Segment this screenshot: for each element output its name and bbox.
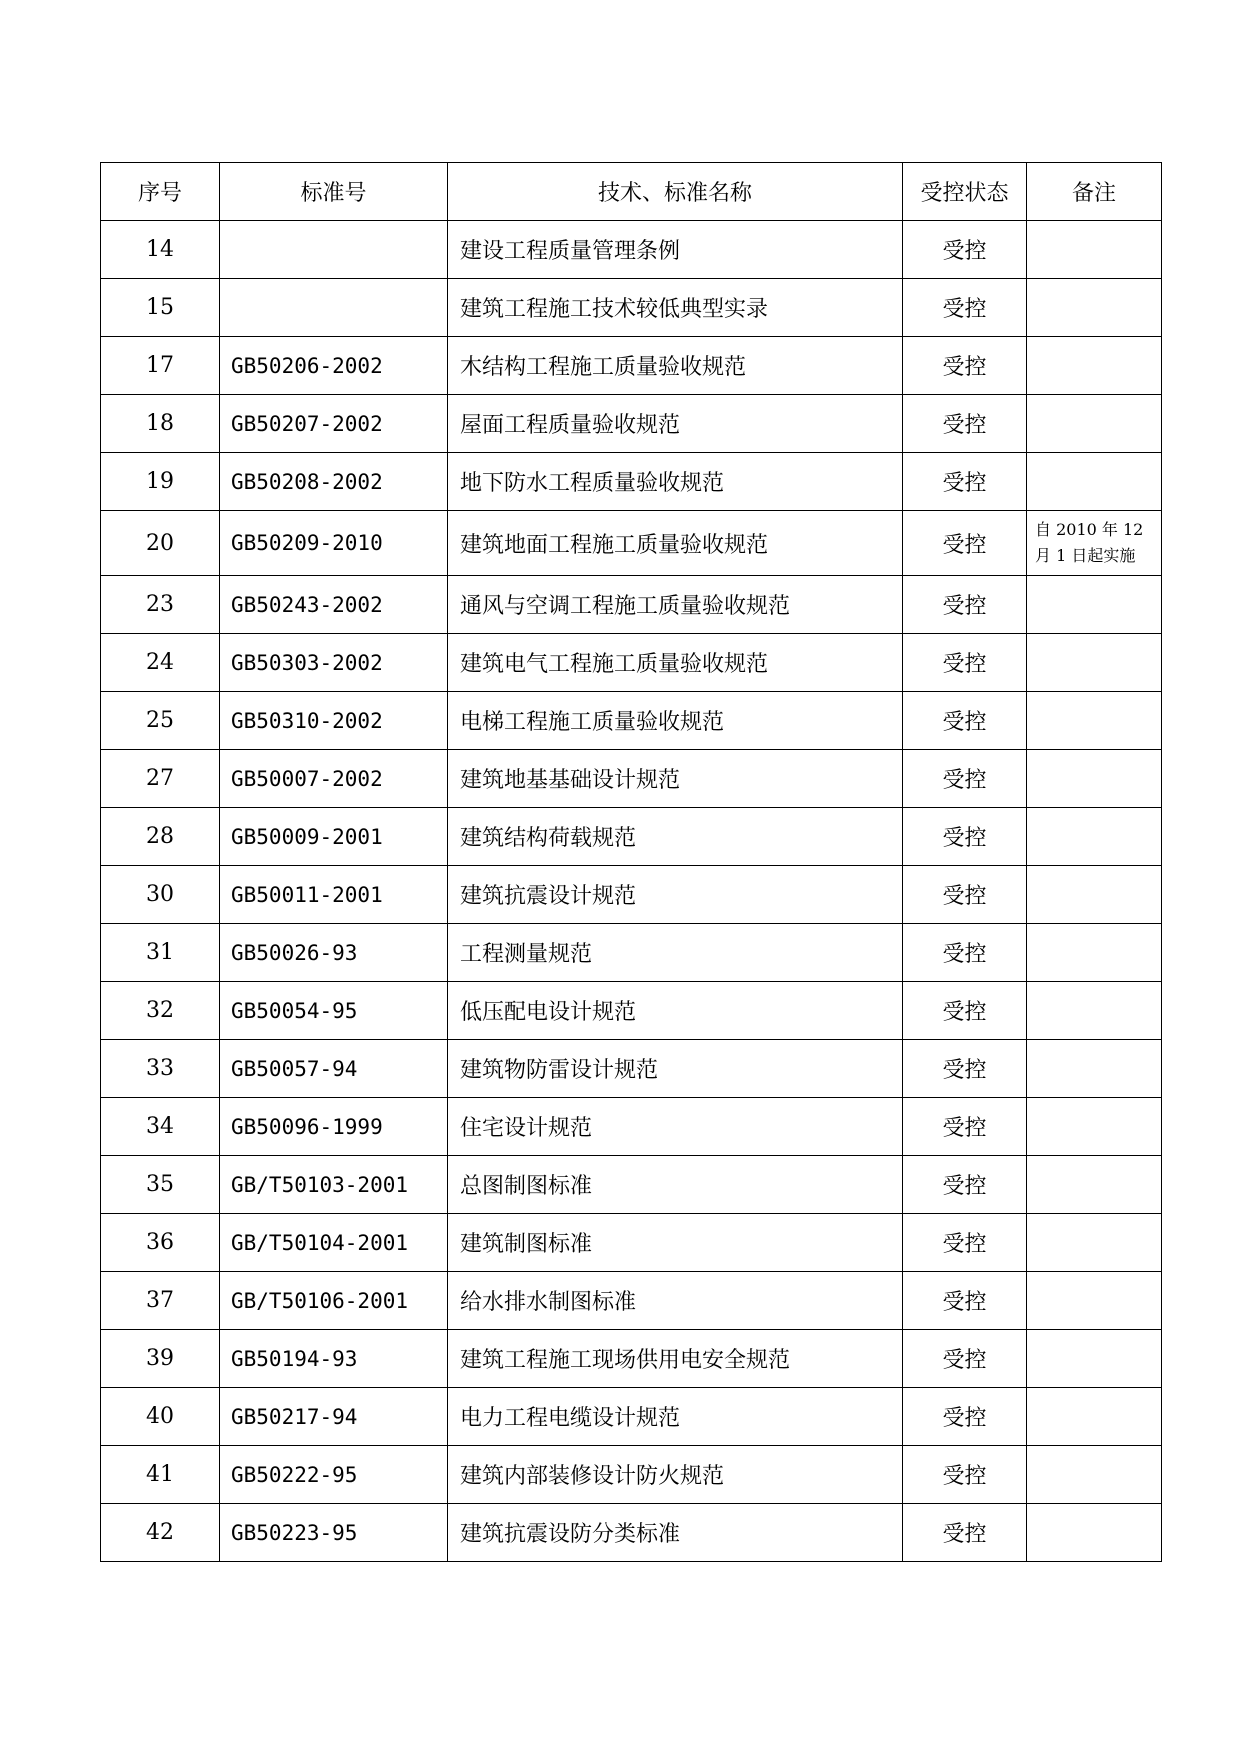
cell-control-status: 受控: [903, 1214, 1027, 1272]
cell-control-status: 受控: [903, 511, 1027, 576]
cell-control-status: 受控: [903, 866, 1027, 924]
cell-control-status: 受控: [903, 982, 1027, 1040]
table-row: [101, 337, 1162, 395]
cell-no: 24: [101, 634, 220, 692]
cell-note: [1027, 221, 1162, 279]
table-row: [101, 924, 1162, 982]
table-row: [101, 1272, 1162, 1330]
table-body: [101, 221, 1162, 1562]
table-row: [101, 279, 1162, 337]
cell-standard-name: 建筑抗震设防分类标准: [448, 1504, 903, 1562]
cell-standard-code: GB50222-95: [220, 1446, 448, 1504]
cell-note: [1027, 1098, 1162, 1156]
cell-standard-name: 建筑结构荷载规范: [448, 808, 903, 866]
cell-no: 35: [101, 1156, 220, 1214]
table-row: [101, 511, 1162, 576]
cell-no: 19: [101, 453, 220, 511]
cell-no: 40: [101, 1388, 220, 1446]
cell-standard-code: GB50007-2002: [220, 750, 448, 808]
cell-standard-code: GB50009-2001: [220, 808, 448, 866]
cell-note: [1027, 1272, 1162, 1330]
cell-standard-code: [220, 221, 448, 279]
cell-standard-name: 给水排水制图标准: [448, 1272, 903, 1330]
cell-standard-name: 地下防水工程质量验收规范: [448, 453, 903, 511]
table-row: [101, 453, 1162, 511]
cell-note: [1027, 866, 1162, 924]
cell-standard-code: GB50223-95: [220, 1504, 448, 1562]
cell-note: [1027, 750, 1162, 808]
header-no: 序号: [101, 163, 220, 221]
cell-standard-name: 建筑内部装修设计防火规范: [448, 1446, 903, 1504]
table-row: [101, 1388, 1162, 1446]
cell-standard-code: [220, 279, 448, 337]
header-note: 备注: [1027, 163, 1162, 221]
cell-no: 30: [101, 866, 220, 924]
cell-standard-name: 建筑制图标准: [448, 1214, 903, 1272]
cell-control-status: 受控: [903, 221, 1027, 279]
cell-control-status: 受控: [903, 1098, 1027, 1156]
cell-no: 20: [101, 511, 220, 576]
cell-no: 41: [101, 1446, 220, 1504]
cell-control-status: 受控: [903, 395, 1027, 453]
cell-note: [1027, 808, 1162, 866]
table-row: [101, 395, 1162, 453]
cell-no: 39: [101, 1330, 220, 1388]
cell-control-status: 受控: [903, 634, 1027, 692]
cell-control-status: 受控: [903, 924, 1027, 982]
cell-control-status: 受控: [903, 750, 1027, 808]
cell-control-status: 受控: [903, 692, 1027, 750]
cell-standard-code: GB50054-95: [220, 982, 448, 1040]
cell-standard-code: GB50243-2002: [220, 576, 448, 634]
cell-standard-code: GB50303-2002: [220, 634, 448, 692]
table-row: [101, 221, 1162, 279]
cell-control-status: 受控: [903, 1388, 1027, 1446]
table-header-row: [101, 163, 1162, 221]
table-row: [101, 692, 1162, 750]
cell-note: [1027, 924, 1162, 982]
cell-no: 23: [101, 576, 220, 634]
cell-no: 31: [101, 924, 220, 982]
cell-standard-name: 建筑工程施工技术较低典型实录: [448, 279, 903, 337]
header-code: 标准号: [220, 163, 448, 221]
table-row: [101, 982, 1162, 1040]
cell-standard-name: 建设工程质量管理条例: [448, 221, 903, 279]
cell-standard-code: GB50217-94: [220, 1388, 448, 1446]
cell-no: 14: [101, 221, 220, 279]
cell-no: 42: [101, 1504, 220, 1562]
cell-control-status: 受控: [903, 808, 1027, 866]
standards-table: [100, 162, 1162, 1562]
cell-no: 15: [101, 279, 220, 337]
cell-standard-name: 屋面工程质量验收规范: [448, 395, 903, 453]
cell-note: [1027, 1040, 1162, 1098]
cell-standard-code: GB50209-2010: [220, 511, 448, 576]
cell-control-status: 受控: [903, 1330, 1027, 1388]
cell-note: 自 2010 年 12 月 1 日起实施: [1027, 511, 1162, 576]
cell-no: 32: [101, 982, 220, 1040]
cell-standard-code: GB50206-2002: [220, 337, 448, 395]
cell-standard-code: GB/T50104-2001: [220, 1214, 448, 1272]
cell-standard-name: 建筑工程施工现场供用电安全规范: [448, 1330, 903, 1388]
cell-note: [1027, 453, 1162, 511]
cell-note: [1027, 337, 1162, 395]
cell-no: 25: [101, 692, 220, 750]
cell-control-status: 受控: [903, 337, 1027, 395]
cell-standard-name: 电梯工程施工质量验收规范: [448, 692, 903, 750]
cell-standard-code: GB50057-94: [220, 1040, 448, 1098]
cell-no: 17: [101, 337, 220, 395]
cell-standard-code: GB50194-93: [220, 1330, 448, 1388]
cell-standard-name: 低压配电设计规范: [448, 982, 903, 1040]
cell-control-status: 受控: [903, 1504, 1027, 1562]
cell-note: [1027, 395, 1162, 453]
cell-note: [1027, 1156, 1162, 1214]
cell-standard-name: 住宅设计规范: [448, 1098, 903, 1156]
cell-note: [1027, 634, 1162, 692]
cell-no: 37: [101, 1272, 220, 1330]
table-row: [101, 1446, 1162, 1504]
cell-standard-code: GB50207-2002: [220, 395, 448, 453]
cell-standard-code: GB50310-2002: [220, 692, 448, 750]
cell-control-status: 受控: [903, 279, 1027, 337]
cell-standard-code: GB50011-2001: [220, 866, 448, 924]
header-status: 受控状态: [903, 163, 1027, 221]
table-row: [101, 1098, 1162, 1156]
cell-standard-code: GB50208-2002: [220, 453, 448, 511]
table-row: [101, 808, 1162, 866]
cell-control-status: 受控: [903, 453, 1027, 511]
cell-standard-code: GB50026-93: [220, 924, 448, 982]
cell-standard-name: 建筑地面工程施工质量验收规范: [448, 511, 903, 576]
cell-standard-name: 建筑抗震设计规范: [448, 866, 903, 924]
cell-standard-name: 工程测量规范: [448, 924, 903, 982]
cell-no: 34: [101, 1098, 220, 1156]
cell-standard-name: 建筑物防雷设计规范: [448, 1040, 903, 1098]
cell-no: 27: [101, 750, 220, 808]
cell-control-status: 受控: [903, 1040, 1027, 1098]
cell-standard-code: GB/T50103-2001: [220, 1156, 448, 1214]
cell-note: [1027, 1446, 1162, 1504]
cell-note: [1027, 692, 1162, 750]
cell-no: 28: [101, 808, 220, 866]
cell-control-status: 受控: [903, 1272, 1027, 1330]
table-row: [101, 1156, 1162, 1214]
table-row: [101, 634, 1162, 692]
table-row: [101, 1330, 1162, 1388]
cell-standard-code: GB/T50106-2001: [220, 1272, 448, 1330]
cell-control-status: 受控: [903, 576, 1027, 634]
cell-no: 36: [101, 1214, 220, 1272]
cell-standard-name: 建筑电气工程施工质量验收规范: [448, 634, 903, 692]
cell-standard-name: 木结构工程施工质量验收规范: [448, 337, 903, 395]
table-row: [101, 1214, 1162, 1272]
table-row: [101, 576, 1162, 634]
cell-control-status: 受控: [903, 1446, 1027, 1504]
table-row: [101, 866, 1162, 924]
cell-standard-name: 通风与空调工程施工质量验收规范: [448, 576, 903, 634]
cell-note: [1027, 1330, 1162, 1388]
cell-note: [1027, 982, 1162, 1040]
header-name: 技术、标准名称: [448, 163, 903, 221]
table-row: [101, 1040, 1162, 1098]
cell-standard-name: 电力工程电缆设计规范: [448, 1388, 903, 1446]
cell-no: 18: [101, 395, 220, 453]
cell-control-status: 受控: [903, 1156, 1027, 1214]
cell-note: [1027, 1388, 1162, 1446]
cell-note: [1027, 1504, 1162, 1562]
table-row: [101, 1504, 1162, 1562]
table-row: [101, 750, 1162, 808]
cell-standard-name: 建筑地基基础设计规范: [448, 750, 903, 808]
cell-note: [1027, 576, 1162, 634]
cell-note: [1027, 279, 1162, 337]
cell-standard-name: 总图制图标准: [448, 1156, 903, 1214]
cell-standard-code: GB50096-1999: [220, 1098, 448, 1156]
cell-note: [1027, 1214, 1162, 1272]
cell-no: 33: [101, 1040, 220, 1098]
